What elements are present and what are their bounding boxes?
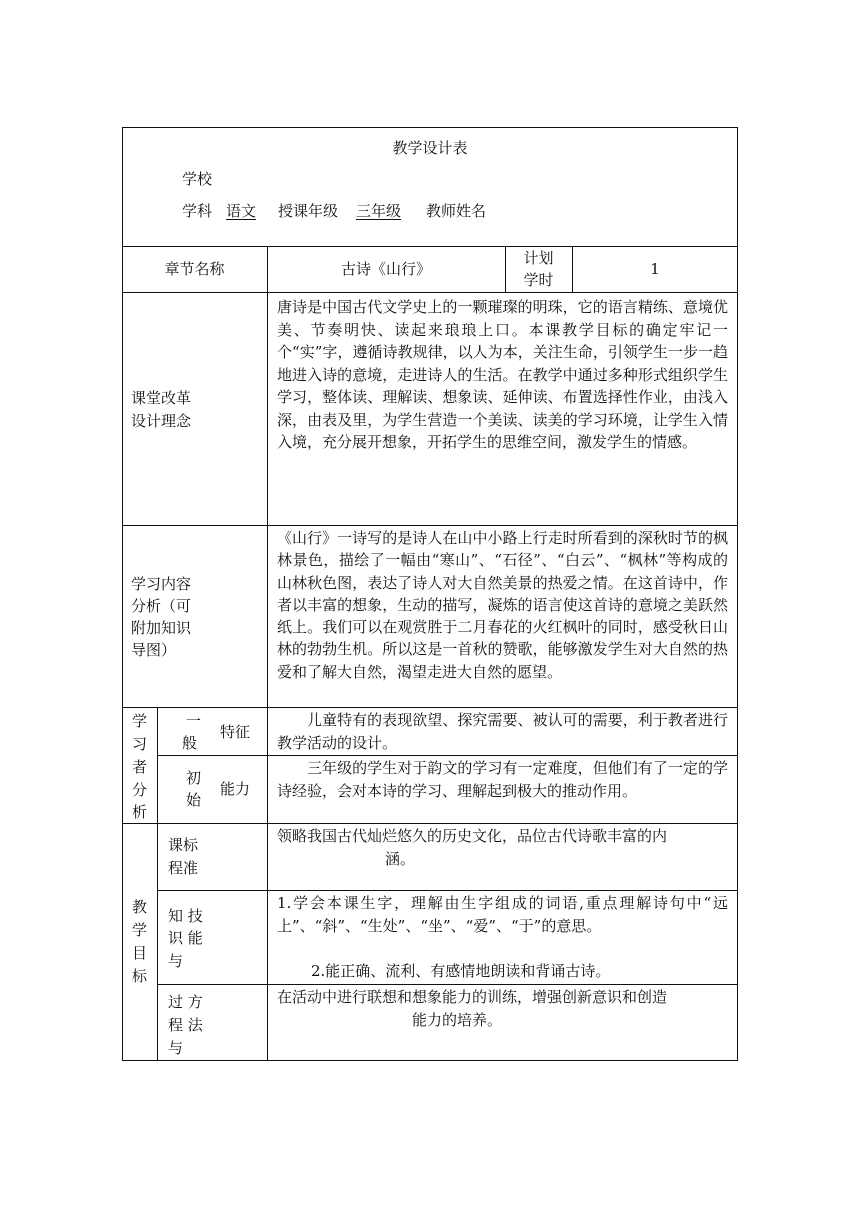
knowledge-label-2: 识 能 — [168, 929, 203, 947]
hours-label-2: 学时 — [523, 271, 554, 289]
initial-label-a: 初 — [186, 769, 202, 787]
row-divider — [157, 755, 738, 756]
learner-label-char: 析 — [131, 803, 147, 821]
col-divider — [267, 246, 268, 1061]
knowledge-label-3: 与 — [168, 952, 184, 970]
standard-text-2: 涵。 — [385, 850, 416, 868]
knowledge-label-1: 知 技 — [168, 907, 203, 925]
knowledge-text-1: 1.学会本课生字，理解由生字组成的词语,重点理解诗句中“远上”、“斜”、“生处”、“坐”、“爱”、“于”的意思。 — [277, 894, 728, 935]
objective-label-char: 标 — [131, 967, 147, 985]
reform-label-2: 设计理念 — [131, 412, 192, 430]
general-text: 儿童特有的表现欲望、探究需要、被认可的需要，利于教者进行教学活动的设计。 — [277, 711, 728, 752]
general-label-b: 般 — [182, 734, 198, 752]
subject-value: 语文 — [226, 202, 257, 220]
learner-label-char: 者 — [131, 758, 147, 776]
general-label-a: 一 — [186, 712, 202, 730]
row-divider — [122, 292, 738, 293]
row-divider — [122, 707, 738, 708]
objective-label-char: 教 — [131, 898, 147, 916]
row-divider — [157, 890, 738, 891]
objective-label-char: 学 — [131, 921, 147, 939]
knowledge-text-2: 2.能正确、流利、有感情地朗读和背诵古诗。 — [311, 962, 611, 980]
standard-text-1: 领略我国古代灿烂悠久的历史文化，品位古代诗歌丰富的内 — [277, 827, 668, 845]
initial-label-b: 始 — [186, 791, 202, 809]
general-label-c: 特征 — [220, 723, 251, 741]
process-label-3: 与 — [168, 1039, 184, 1057]
chapter-label: 章节名称 — [164, 260, 225, 278]
learner-label-char: 学 — [131, 712, 147, 730]
learner-label-char: 分 — [131, 781, 147, 799]
page-title: 教学设计表 — [392, 139, 468, 157]
standard-label-2: 程准 — [168, 859, 199, 877]
process-label-1: 过 方 — [168, 993, 203, 1011]
row-divider — [122, 246, 738, 247]
content-label-3: 附加知识 — [131, 619, 192, 637]
content-label-2: 分析（可 — [131, 597, 192, 615]
subject-label: 学科 — [182, 202, 213, 220]
standard-label-1: 课标 — [168, 836, 199, 854]
initial-text: 三年级的学生对于韵文的学习有一定难度，但他们有了一定的学诗经验，会对本诗的学习、理解起到极大的推动作用。 — [277, 759, 728, 800]
reform-label-1: 课堂改革 — [131, 389, 192, 407]
school-label: 学校 — [182, 170, 213, 188]
row-divider — [122, 823, 738, 824]
reform-text: 唐诗是中国古代文学史上的一颗璀璨的明珠，它的语言精练、意境优美、节奏明快、读起来琅琅上口。本课教学目标的确定牢记一个“实”字，遵循诗教规律，以人为本，关注生命，引领学生一步一趋地进入诗的意境，走进诗人的生活。在教学中通过多种形式组织学生学习，整体读、理解读、想象读、延伸读、布置选择性作业，由浅入深，由表及里，为学生营造一个美读、读美的学习环境，让学生入情入境，充分展开想象，开拓学生的思维空间，激发学生的情感。 — [277, 298, 728, 451]
objective-label-char: 目 — [131, 944, 147, 962]
hours-label-1: 计划 — [523, 249, 554, 267]
grade-label: 授课年级 — [278, 202, 339, 220]
content-label-1: 学习内容 — [131, 575, 192, 593]
col-divider — [157, 707, 158, 1061]
initial-label-c: 能力 — [220, 780, 251, 798]
process-label-2: 程 法 — [168, 1016, 203, 1034]
content-text: 《山行》一诗写的是诗人在山中小路上行走时所看到的深秋时节的枫林景色，描绘了一幅由“寒山”、“石径”、“白云”、“枫林”等构成的山林秋色图，表达了诗人对大自然美景的热爱之情。在这首诗中，作者以丰富的想象，生动的描写，凝炼的语言使这首诗的意境之美跃然纸上。我们可以在观赏胜于二月春花的火红枫叶的同时，感受秋日山林的勃勃生机。所以这是一首秋的赞歌，能够激发学生对大自然的热爱和了解大自然，渴望走进大自然的愿望。 — [277, 529, 728, 681]
process-text-1: 在活动中进行联想和想象能力的训练，增强创新意识和创造 — [277, 988, 668, 1006]
content-label-4: 导图） — [131, 641, 177, 659]
teacher-label: 教师姓名 — [426, 202, 487, 220]
row-divider — [157, 984, 738, 985]
hours-value: 1 — [650, 260, 660, 278]
chapter-value: 古诗《山行》 — [340, 260, 431, 278]
grade-value: 三年级 — [356, 202, 402, 220]
process-text-2: 能力的培养。 — [412, 1011, 503, 1029]
learner-label-char: 习 — [131, 735, 147, 753]
row-divider — [122, 525, 738, 526]
